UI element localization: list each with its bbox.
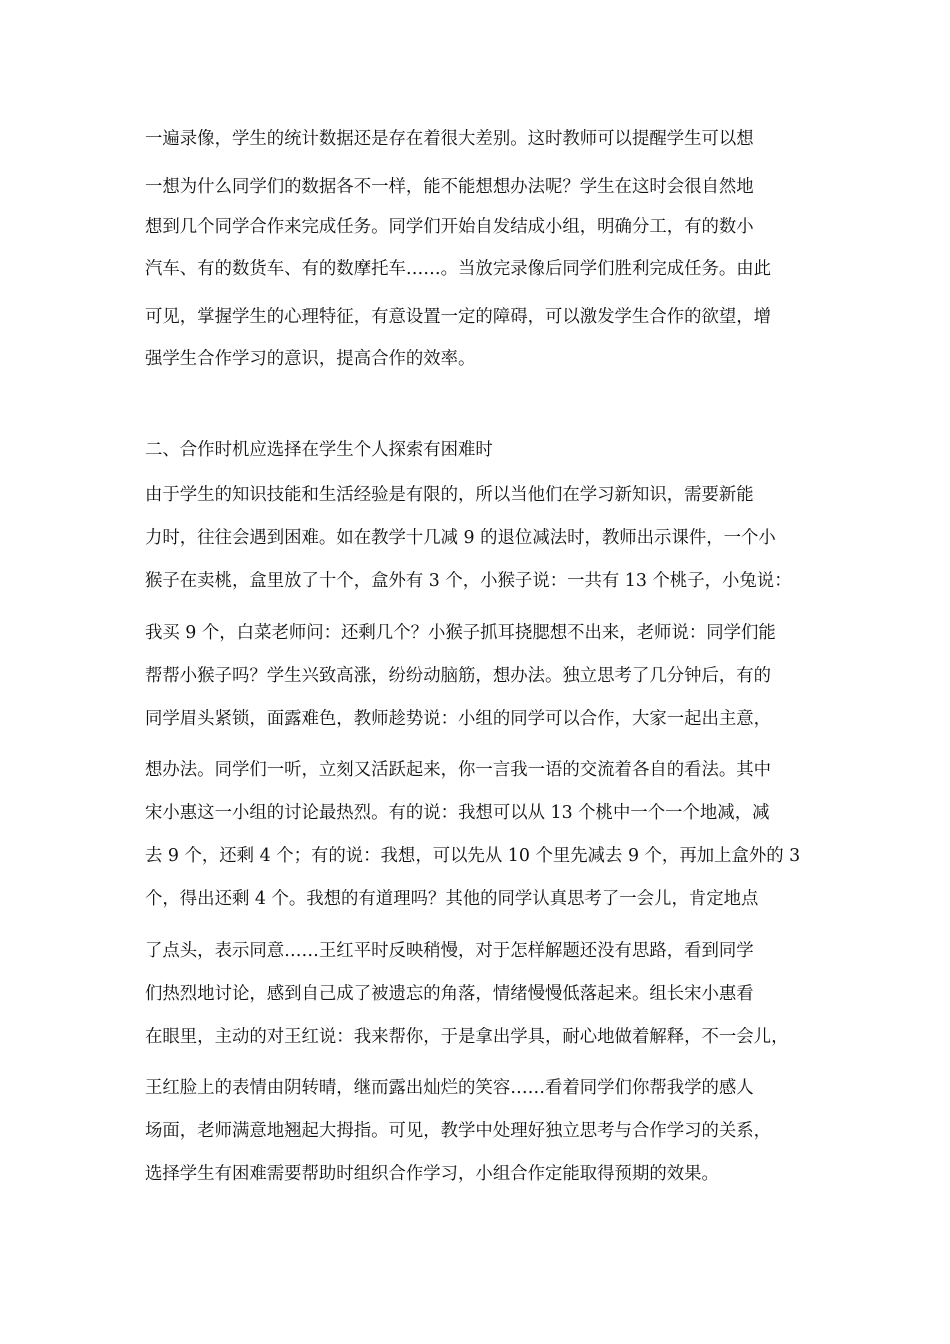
section-2-line-16: 选择学生有困难需要帮助时组织合作学习，小组合作定能取得预期的效果。	[145, 1164, 719, 1184]
section-2-line-1: 由于学生的知识技能和生活经验是有限的，所以当他们在学习新知识，需要新能	[145, 485, 754, 505]
paragraph-1-line-6: 强学生合作学习的意识，提高合作的效率。	[145, 349, 476, 369]
paragraph-1-line-1: 一遍录像，学生的统计数据还是存在着很大差别。这时教师可以提醒学生可以想	[145, 129, 754, 149]
section-2-line-10: 个，得出还剩 4 个。我想的有道理吗？其他的同学认真思考了一会儿，肯定地点	[145, 889, 759, 909]
section-2-line-3: 猴子在卖桃，盒里放了十个，盒外有 3 个，小猴子说：一共有 13 个桃子，小兔说：	[145, 571, 792, 591]
paragraph-1-line-3: 想到几个同学合作来完成任务。同学们开始自发结成小组，明确分工，有的数小	[145, 217, 754, 237]
section-2-line-2: 力时，往往会遇到困难。如在教学十几减 9 的退位减法时，教师出示课件，一个小	[145, 528, 776, 548]
section-2-line-7: 想办法。同学们一听，立刻又活跃起来，你一言我一语的交流着各自的看法。其中	[145, 760, 772, 780]
section-2-line-12: 们热烈地讨论，感到自己成了被遗忘的角落，情绪慢慢低落起来。组长宋小惠看	[145, 984, 754, 1004]
section-2-line-13: 在眼里，主动的对王红说：我来帮你，于是拿出学具，耐心地做着解释，不一会儿，	[145, 1027, 789, 1047]
section-2-line-5: 帮帮小猴子吗？学生兴致高涨，纷纷动脑筋，想办法。独立思考了几分钟后，有的	[145, 666, 772, 686]
section-2-line-14: 王红脸上的表情由阴转晴，继而露出灿烂的笑容……看着同学们你帮我学的感人	[145, 1078, 754, 1098]
section-2-line-6: 同学眉头紧锁，面露难色，教师趁势说：小组的同学可以合作，大家一起出主意，	[145, 709, 772, 729]
section-2-line-15: 场面，老师满意地翘起大拇指。可见，教学中处理好独立思考与合作学习的关系，	[145, 1121, 772, 1141]
paragraph-1-line-2: 一想为什么同学们的数据各不一样，能不能想想办法呢？学生在这时会很自然地	[145, 177, 754, 197]
section-2-line-11: 了点头，表示同意……王红平时反映稍慢，对于怎样解题还没有思路，看到同学	[145, 941, 754, 961]
section-2-line-4: 我买 9 个，白菜老师问：还剩几个？小猴子抓耳挠腮想不出来，老师说：同学们能	[145, 623, 776, 643]
section-2-line-9: 去 9 个，还剩 4 个；有的说：我想，可以先从 10 个里先减去 9 个，再加上盒外的 3	[145, 846, 801, 866]
paragraph-1-line-4: 汽车、有的数货车、有的数摩托车……。当放完录像后同学们胜利完成任务。由此	[145, 259, 772, 279]
paragraph-1-line-5: 可见，掌握学生的心理特征，有意设置一定的障碍，可以激发学生合作的欲望，增	[145, 307, 772, 327]
section-heading: 二、合作时机应选择在学生个人探索有困难时	[145, 440, 493, 460]
section-2-line-8: 宋小惠这一小组的讨论最热烈。有的说：我想可以从 13 个桃中一个一个地减，减	[145, 803, 770, 823]
